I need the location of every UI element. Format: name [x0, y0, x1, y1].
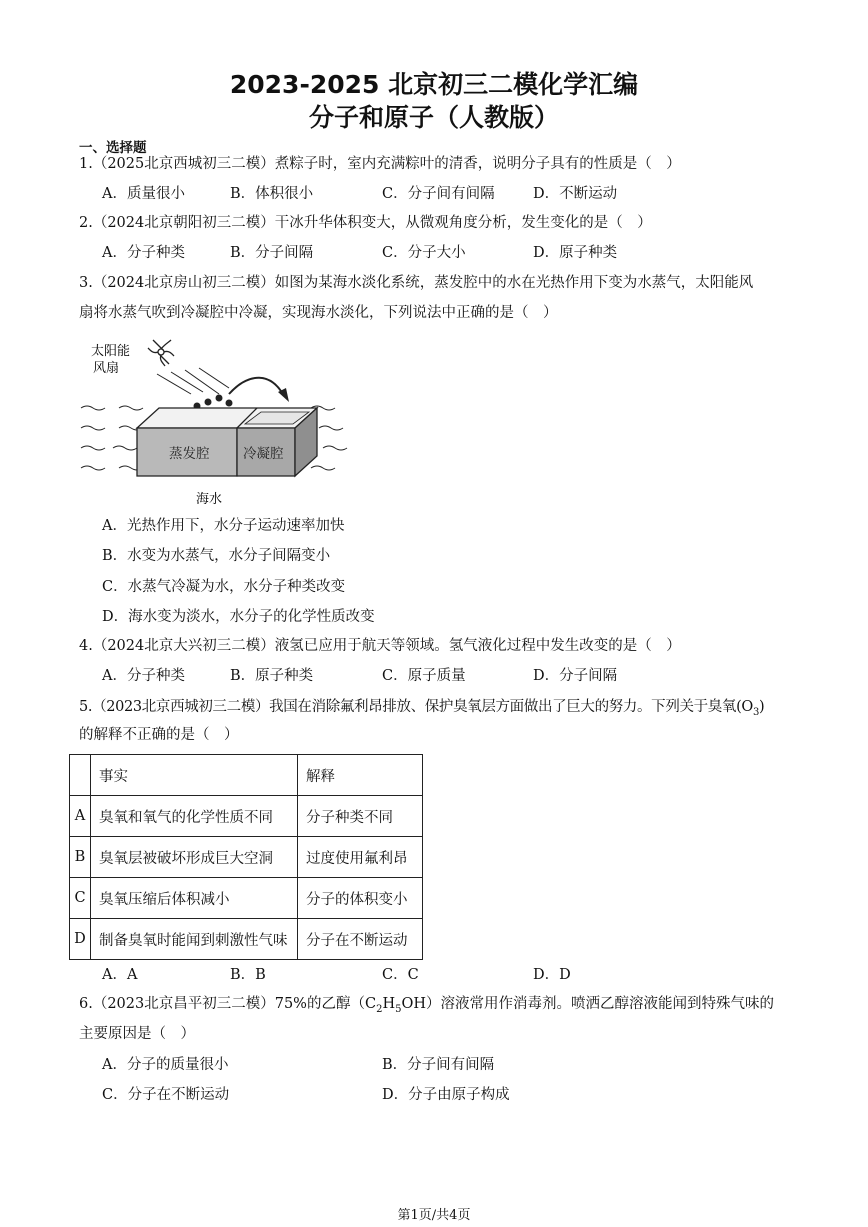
- table-row: [70, 837, 423, 878]
- q2-option-b[interactable]: B．分子间隔: [230, 245, 314, 261]
- question-4-stem: 4.（2024北京大兴初三二模）液氢已应用于航天等领域。氢气液化过程中发生改变的是（ ）: [79, 638, 681, 654]
- q4-option-c[interactable]: C．原子质量: [382, 668, 466, 684]
- q5-stem-text: 5.（2023北京西城初三二模）我国在消除氟利昂排放、保护臭氧层方面做出了巨大的努力。下列关于臭氧(O: [79, 699, 753, 715]
- evaporator-label: 蒸发腔: [169, 446, 210, 462]
- question-3-stem-line1: 3.（2024北京房山初三二模）如图为某海水淡化系统，蒸发腔中的水在光热作用下变为水蒸气，太阳能风: [79, 275, 754, 291]
- q6-stem-rest: OH）溶液常用作消毒剂。喷洒乙醇溶液能闻到特殊气味的: [401, 996, 774, 1012]
- fan-label-2: 风扇: [93, 361, 120, 376]
- table-cell: 分子的体积变小: [298, 878, 423, 919]
- question-6-stem-line2: 主要原因是（ ）: [79, 1026, 195, 1042]
- q2-option-c[interactable]: C．分子大小: [382, 245, 466, 261]
- vapor-droplets: [194, 395, 233, 410]
- table-row: [70, 796, 423, 837]
- question-1-stem: 1.（2025北京西城初三二模）煮粽子时，室内充满粽叶的清香，说明分子具有的性质是（ ）: [79, 156, 681, 172]
- q1-option-a[interactable]: A．质量很小: [102, 186, 185, 202]
- table-cell: 过度使用氟利昂: [298, 837, 423, 878]
- solar-fan-icon: [148, 340, 174, 366]
- table-header-cell: 解释: [298, 755, 423, 796]
- table-cell: D: [70, 919, 91, 960]
- table-cell: 臭氧和氧气的化学性质不同: [91, 796, 298, 837]
- vapor-arrow: [229, 378, 284, 396]
- q3-option-a[interactable]: A．光热作用下，水分子运动速率加快: [102, 518, 345, 534]
- fan-label-1: 太阳能: [91, 344, 131, 359]
- q1-option-d[interactable]: D．不断运动: [533, 186, 618, 202]
- q5-stem-close: ): [758, 699, 765, 715]
- table-cell: A: [70, 796, 91, 837]
- sea-label: 海水: [196, 492, 223, 507]
- q6-subscript: 2: [376, 1003, 383, 1015]
- table-header-cell: 事实: [91, 755, 298, 796]
- question-2-stem: 2.（2024北京朝阳初三二模）干冰升华体积变大，从微观角度分析，发生变化的是（ ）: [79, 215, 652, 231]
- section-heading: 一、选择题: [79, 140, 147, 156]
- table-cell: 臭氧层被破坏形成巨大空洞: [91, 837, 298, 878]
- table-cell: 分子在不断运动: [298, 919, 423, 960]
- q4-option-b[interactable]: B．原子种类: [230, 668, 314, 684]
- q3-option-c[interactable]: C．水蒸气冷凝为水，水分子种类改变: [102, 579, 346, 595]
- sea-water-desalination-figure: [79, 336, 349, 508]
- condenser-label: 冷凝腔: [243, 446, 284, 462]
- table-header-row: [70, 755, 423, 796]
- question-5-stem-line2: 的解释不正确的是（ ）: [79, 727, 239, 743]
- q2-option-a[interactable]: A．分子种类: [102, 245, 185, 261]
- doc-title-line1: 2023-2025 北京初三二模化学汇编: [229, 70, 639, 99]
- q5-subscript: 3: [752, 706, 759, 718]
- table-cell: 制备臭氧时能闻到刺激性气味: [91, 919, 298, 960]
- q5-option-a[interactable]: A．A: [102, 967, 138, 983]
- question-5-table: [69, 754, 423, 960]
- doc-title-line2: 分子和原子（人教版）: [308, 103, 559, 132]
- page-number: 第1页/共4页: [397, 1208, 471, 1223]
- table-header-cell: [70, 755, 91, 796]
- q1-option-c[interactable]: C．分子间有间隔: [382, 186, 495, 202]
- question-3-stem-line2: 扇将水蒸气吹到冷凝腔中冷凝，实现海水淡化，下列说法中正确的是（ ）: [79, 305, 558, 321]
- q5-option-d[interactable]: D．D: [533, 967, 571, 983]
- q3-option-d[interactable]: D．海水变为淡水，水分子的化学性质改变: [102, 609, 375, 625]
- chamber-box: [137, 408, 317, 476]
- q6-stem-text: 6.（2023北京昌平初三二模）75%的乙醇（C: [79, 996, 377, 1012]
- q4-option-a[interactable]: A．分子种类: [102, 668, 185, 684]
- light-rays: [157, 368, 229, 394]
- table-cell: B: [70, 837, 91, 878]
- q5-option-c[interactable]: C．C: [382, 967, 419, 983]
- q4-option-d[interactable]: D．分子间隔: [533, 668, 618, 684]
- q2-option-d[interactable]: D．原子种类: [533, 245, 618, 261]
- table-row: [70, 919, 423, 960]
- q1-option-b[interactable]: B．体积很小: [230, 186, 314, 202]
- table-cell: 臭氧压缩后体积减小: [91, 878, 298, 919]
- table-row: [70, 878, 423, 919]
- q6-option-a[interactable]: A．分子的质量很小: [102, 1057, 229, 1073]
- q6-option-c[interactable]: C．分子在不断运动: [102, 1087, 230, 1103]
- q6-option-b[interactable]: B．分子间有间隔: [382, 1057, 495, 1073]
- table-cell: C: [70, 878, 91, 919]
- q5-option-b[interactable]: B．B: [230, 967, 266, 983]
- q6-formula-part: H: [382, 996, 396, 1012]
- q3-option-b[interactable]: B．水变为水蒸气，水分子间隔变小: [102, 548, 331, 564]
- q6-option-d[interactable]: D．分子由原子构成: [382, 1087, 510, 1103]
- q6-subscript: 5: [395, 1003, 402, 1015]
- table-cell: 分子种类不同: [298, 796, 423, 837]
